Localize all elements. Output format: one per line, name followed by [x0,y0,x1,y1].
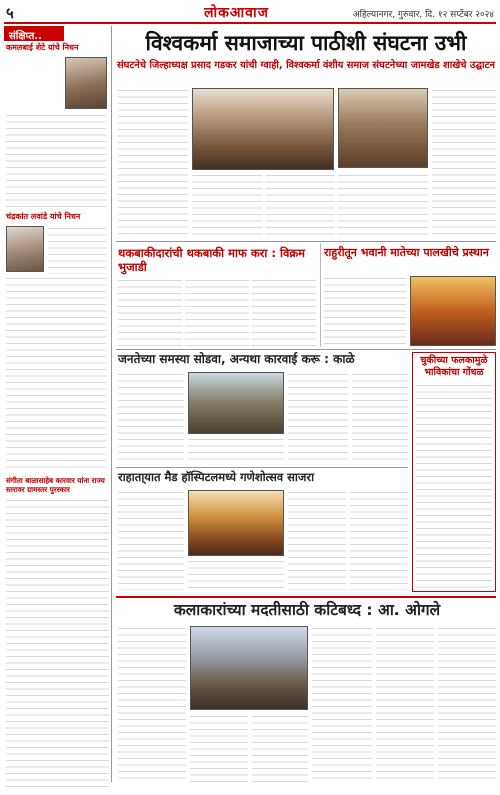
kale-headline: जनतेच्या समस्या सोडवा, अन्यथा कारवाई करू : काळे [118,352,355,366]
ogale-body-2 [190,714,248,782]
phalak-body [416,383,492,591]
page-number: ५ [6,4,14,22]
brief-title-2: चंद्रकांत लवांडे यांचे निधन [6,212,81,221]
kale-body-3 [288,372,348,464]
bhujadi-body-2 [185,278,249,346]
brief-body-1 [6,57,62,111]
ganesh-body-4 [350,490,408,590]
vertical-divider-1 [320,243,321,347]
top-story-body-col2 [192,173,262,238]
obituary-photo-1 [65,57,107,109]
bhujadi-body-1 [118,278,182,346]
brief-title-3: संगीता बाळासाहेब कारवार यांना राज्य स्तरावर ग्रामस्तर पुरस्कार [6,476,105,494]
brief-section-label: संक्षिप्त.. [4,26,64,41]
rahuri-headline: राहुरीतून भवानी मातेच्या पालखीचे प्रस्थान [324,246,489,259]
brief-body-1b [6,113,106,208]
kale-body-2 [188,437,284,464]
bhujadi-body-3 [252,278,316,346]
brief-body-2b [6,276,106,470]
phalak-headline: चुकीच्या फलकामुळे भाविकांचा गोंधळ [420,355,488,378]
page-header [4,2,496,24]
divider-4 [116,596,496,598]
ganesh-body-2 [188,559,284,590]
top-story-body-col4 [338,173,428,238]
top-story-headline: विश्वकर्मा समाजाच्या पाठीशी संघटना उभी [145,31,467,55]
date-line: अहिल्यानगर, गुरुवार, दि. १२ सप्टेंबर २०२४ [352,10,494,20]
kale-body-4 [352,372,408,464]
rahuri-photo [410,276,496,346]
ogale-body-5 [376,626,434,782]
divider-3 [116,467,408,468]
top-story-body-col3 [266,173,334,238]
masthead-logo: लोकआवाज [204,5,269,21]
ogale-body-3 [252,714,308,782]
bhujadi-headline: थकबाकीदारांची थकबाकी माफ करा : विक्रम भुजाडी [118,246,306,274]
top-story-photo-2 [338,88,428,168]
divider-1 [116,241,496,242]
obituary-photo-2 [6,226,44,272]
top-story-banner [116,30,496,84]
divider-2 [116,349,496,350]
rahuri-body-1 [324,276,406,346]
ganesh-headline: राहाता्यात मैड हॉस्पिटलमध्ये गणेशोत्सव साजरा [118,470,315,484]
ganesh-body-1 [118,490,184,590]
ogale-body-1 [118,626,186,782]
ganesh-body-3 [288,490,346,590]
ogale-photo [190,626,308,710]
brief-body-3 [6,498,109,788]
ogale-body-4 [312,626,372,782]
top-story-photo [192,88,334,170]
ogale-headline: कलाकारांच्या मदतीसाठी कटिबध्द : आ. ओगले [173,601,441,619]
ganesh-photo [188,490,284,556]
top-story-subheadline: संघटनेचे जिल्हाध्यक्ष प्रसाद गडकर यांची ग्वाही, विश्वकर्मा वंशीय समाज संघटनेच्या जामखेड शाखेचे उद्घाटन [117,60,495,71]
brief-news-sidebar [4,26,112,782]
brief-body-2 [48,226,106,274]
ogale-body-6 [438,626,496,782]
brief-title-1: कमलबाई शेटे यांचे निधन [6,43,79,52]
top-story-body-col1 [118,88,188,238]
kale-photo [188,372,284,434]
top-story-body-col5 [432,88,496,238]
kale-body-1 [118,372,184,464]
phalak-story-box [412,352,496,592]
